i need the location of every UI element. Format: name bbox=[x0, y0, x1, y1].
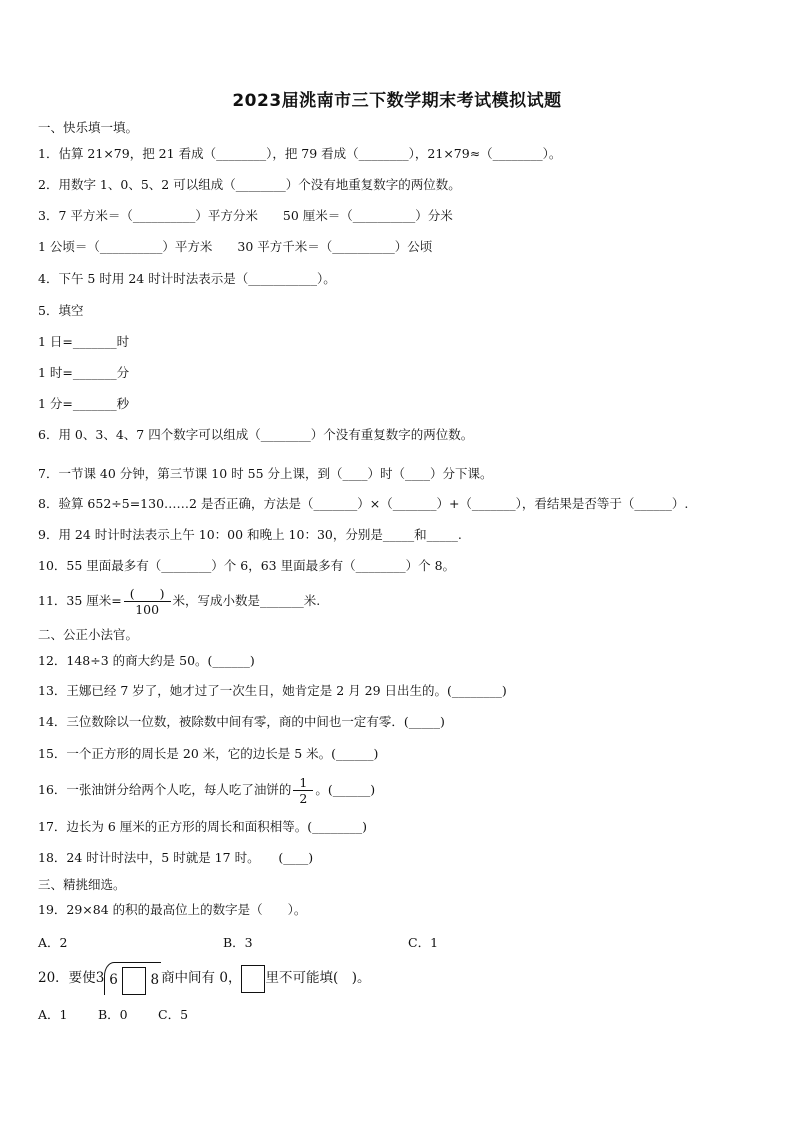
question-12: 12．148÷3 的商大约是 50。(______) bbox=[38, 653, 255, 668]
question-1: 1．估算 21×79，把 21 看成（________），把 79 看成（________），21×79≈（________）。 bbox=[38, 146, 562, 161]
question-11-fraction bbox=[124, 586, 171, 617]
question-9: 9．用 24 时计时法表示上午 10：00 和晚上 10：30，分别是_____和_____. bbox=[38, 527, 462, 542]
question-5-item-a: 1 日=_______时 bbox=[38, 334, 130, 349]
question-16-suffix: 。(______) bbox=[315, 782, 376, 797]
fraction-numerator: ( ) bbox=[124, 586, 171, 602]
question-14: 14．三位数除以一位数，被除数中间有零，商的中间也一定有零．(_____) bbox=[38, 714, 445, 729]
question-13: 13．王娜已经 7 岁了，她才过了一次生日，她肯定是 2 月 29 日出生的。(________) bbox=[38, 683, 507, 698]
question-11-prefix: 11．35 厘米= bbox=[38, 593, 122, 608]
question-3-part-b: 1 公顷＝（__________）平方米 30 平方千米＝（__________）公顷 bbox=[38, 239, 433, 254]
option-a: A．1 bbox=[38, 1007, 68, 1022]
blank-box bbox=[122, 967, 146, 995]
dividend-digit-1: 6 bbox=[109, 972, 118, 988]
question-3-part-a: 3．7 平方米＝（__________）平方分米 50 厘米＝（__________）分米 bbox=[38, 208, 453, 223]
option-a: A．2 bbox=[38, 935, 68, 950]
fraction-denominator: 100 bbox=[135, 602, 160, 617]
question-11-suffix: 米，写成小数是_______米. bbox=[172, 593, 321, 608]
question-18: 18．24 时计时法中，5 时就是 17 时。 (____) bbox=[38, 850, 314, 865]
page-title: 2023届洮南市三下数学期末考试模拟试题 bbox=[232, 91, 562, 111]
question-19: 19．29×84 的积的最高位上的数字是（ ）。 bbox=[38, 902, 307, 917]
question-16-fraction bbox=[293, 775, 313, 806]
section-heading-3: 三、精挑细选。 bbox=[38, 877, 126, 892]
option-b: B．0 bbox=[98, 1007, 128, 1022]
question-20-middle: 商中间有 0， bbox=[161, 970, 242, 986]
question-20 bbox=[38, 962, 371, 995]
option-c: C．5 bbox=[158, 1007, 189, 1022]
question-8: 8．验算 652÷5=130……2 是否正确，方法是（_______）×（_______）+（_______），看结果是否等于（______）. bbox=[38, 496, 689, 511]
question-20-prefix: 20．要使 bbox=[38, 970, 96, 986]
question-5: 5．填空 bbox=[38, 303, 84, 318]
question-7: 7．一节课 40 分钟，第三节课 10 时 55 分上课，到（____）时（____）分下课。 bbox=[38, 466, 493, 481]
question-16-prefix: 16．一张油饼分给两个人吃，每人吃了油饼的 bbox=[38, 782, 292, 797]
question-17: 17．边长为 6 厘米的正方形的周长和面积相等。(________) bbox=[38, 819, 368, 834]
question-5-item-b: 1 时=_______分 bbox=[38, 365, 130, 380]
fraction-denominator: 2 bbox=[299, 791, 308, 806]
dividend-digit-3: 8 bbox=[150, 972, 160, 988]
question-6: 6．用 0、3、4、7 四个数字可以组成（________）个没有重复数字的两位数。 bbox=[38, 427, 474, 442]
question-20-suffix: 里不可能填( )。 bbox=[265, 970, 371, 986]
question-11 bbox=[38, 586, 320, 617]
question-5-item-c: 1 分=_______秒 bbox=[38, 396, 130, 411]
divisor: 3 bbox=[95, 970, 105, 986]
option-c: C．1 bbox=[408, 935, 439, 950]
question-19-options bbox=[38, 933, 438, 951]
question-20-options bbox=[38, 1005, 188, 1023]
section-heading-2: 二、公正小法官。 bbox=[38, 627, 139, 642]
question-15: 15．一个正方形的周长是 20 米，它的边长是 5 米。(______) bbox=[38, 746, 379, 761]
question-10: 10．55 里面最多有（________）个 6，63 里面最多有（________）个 8。 bbox=[38, 558, 456, 573]
question-4: 4．下午 5 时用 24 时计时法表示是（___________）。 bbox=[38, 271, 336, 286]
question-2: 2．用数字 1、0、5、2 可以组成（________）个没有地重复数字的两位数。 bbox=[38, 177, 461, 192]
section-heading-1: 一、快乐填一填。 bbox=[38, 120, 139, 135]
fraction-numerator: 1 bbox=[293, 775, 313, 791]
long-division-bracket bbox=[104, 962, 161, 995]
option-b: B．3 bbox=[223, 935, 253, 950]
blank-box-reference bbox=[241, 965, 265, 993]
question-16 bbox=[38, 775, 375, 806]
